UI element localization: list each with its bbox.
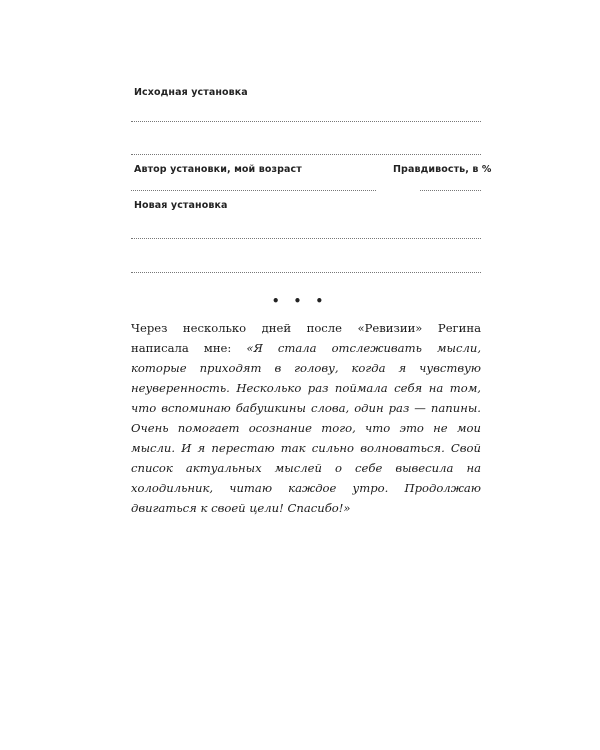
- truthfulness-label: Правдивость, в %: [393, 164, 492, 175]
- original-belief-label: Исходная установка: [134, 87, 248, 98]
- regina-quote: «Я стала отслеживать мысли, которые приходят в голову, когда я чувствую неуверенность. Несколько раз поймала себя на том, что вспоминаю бабушкины слова, один раз — папины. Очень помогает осознание того, что это не мои мысли. И я перестаю так сильно волноваться. Свой список актуальных мыслей о себе вывесила на холодильник, читаю каждое утро. Продолжаю двигаться к своей цели! Спасибо!»: [131, 341, 481, 515]
- intro-sentence: Через несколько дней после «Ревизии» Регина написала мне:: [131, 321, 481, 355]
- section-separator: • • •: [271, 294, 329, 308]
- truthfulness-line: [420, 190, 481, 191]
- original-belief-line-2: [131, 154, 481, 155]
- new-belief-line-1: [131, 238, 481, 239]
- body-text: [131, 318, 481, 518]
- new-belief-line-2: [131, 272, 481, 273]
- belief-author-line: [131, 190, 376, 191]
- new-belief-label: Новая установка: [134, 200, 228, 211]
- original-belief-line-1: [131, 121, 481, 122]
- belief-author-label: Автор установки, мой возраст: [134, 164, 302, 175]
